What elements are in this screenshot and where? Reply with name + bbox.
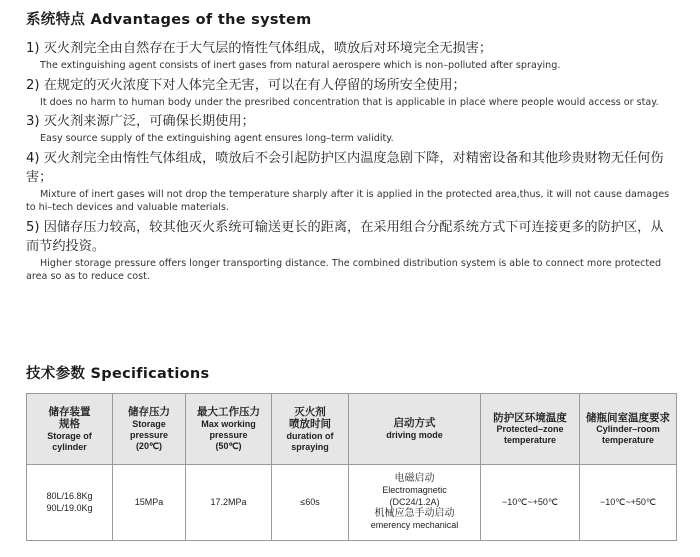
- advantage-cn-3: 3) 灭火剂来源广泛，可确保长期使用；: [26, 114, 255, 129]
- cell-room-temp: −10℃~+50℃: [580, 465, 677, 541]
- advantage-en-5: Higher storage pressure offers longer transporting distance. The combined distribution system is able to connect more protected area so as to reduce cost.: [26, 257, 662, 282]
- advantages-list: [26, 39, 676, 287]
- advantage-en-2: It does no harm to human body under the presribed concentration that is applicable in place where people would access or stay.: [40, 96, 659, 108]
- header-storage-pressure: 储存压力 Storage pressure (20℃): [113, 394, 186, 465]
- advantage-cn-4: 4) 灭火剂完全由惰性气体组成，喷放后不会引起防护区内温度急剧下降，对精密设备和其他珍贵财物无任何伤害；: [26, 150, 664, 185]
- spec-data-row: [27, 465, 677, 541]
- cell-driving-mode: 电磁启动 Electromagnetic (DC24/1.2A) 机械应急手动启动 emerency mechanical: [349, 465, 481, 541]
- advantage-item-4: [26, 149, 676, 215]
- advantage-cn-2: 2) 在规定的灭火浓度下对人体完全无害，可以在有人停留的场所安全使用；: [26, 77, 466, 93]
- specifications-table: [26, 393, 677, 541]
- cell-duration: ≤60s: [272, 465, 349, 541]
- advantage-item-5: [26, 218, 676, 284]
- advantage-cn-5: 5) 因储存压力较高，较其他灭火系统可输送更长的距离，在采用组合分配系统方式下可连接更多的防护区，从而节约投资。: [26, 219, 664, 254]
- header-max-working-pressure: 最大工作压力 Max working pressure (50℃): [186, 394, 272, 465]
- advantages-title: 系统特点 Advantages of the system: [26, 12, 312, 28]
- advantage-en-1: The extinguishing agent consists of inert gases from natural aerospere which is non–polluted after spraying.: [40, 60, 561, 71]
- spec-header-row: [27, 394, 677, 465]
- advantage-item-2: [26, 76, 676, 110]
- advantage-item-3: [26, 112, 676, 146]
- cell-storage-pressure: 15MPa: [113, 465, 186, 541]
- specifications-title: 技术参数 Specifications: [26, 366, 210, 382]
- header-driving-mode: 启动方式 driving mode: [349, 394, 481, 465]
- header-cylinder-room-temperature: 储瓶间室温度要求 Cylinder–room temperature: [580, 394, 677, 465]
- cell-cylinder: 80L/16.8Kg 90L/19.0Kg: [27, 465, 113, 541]
- advantage-en-4: Mixture of inert gases will not drop the temperature sharply after it is applied in the protected area,thus, it will not cause damages to hi–tech devices and valuable materials.: [26, 188, 670, 213]
- advantage-item-1: [26, 39, 676, 73]
- advantage-en-3: Easy source supply of the extinguishing agent ensures long–term validity.: [40, 133, 394, 144]
- header-storage-cylinder: 储存装置 规格 Storage of cylinder: [27, 394, 113, 465]
- cell-protected-temp: −10℃~+50℃: [481, 465, 580, 541]
- header-protected-zone-temperature: 防护区环境温度 Protected–zone temperature: [481, 394, 580, 465]
- header-spraying-duration: 灭火剂 喷放时间 duration of spraying: [272, 394, 349, 465]
- advantage-cn-1: 1) 灭火剂完全由自然存在于大气层的惰性气体组成，喷放后对环境完全无损害；: [26, 41, 493, 56]
- cell-max-pressure: 17.2MPa: [186, 465, 272, 541]
